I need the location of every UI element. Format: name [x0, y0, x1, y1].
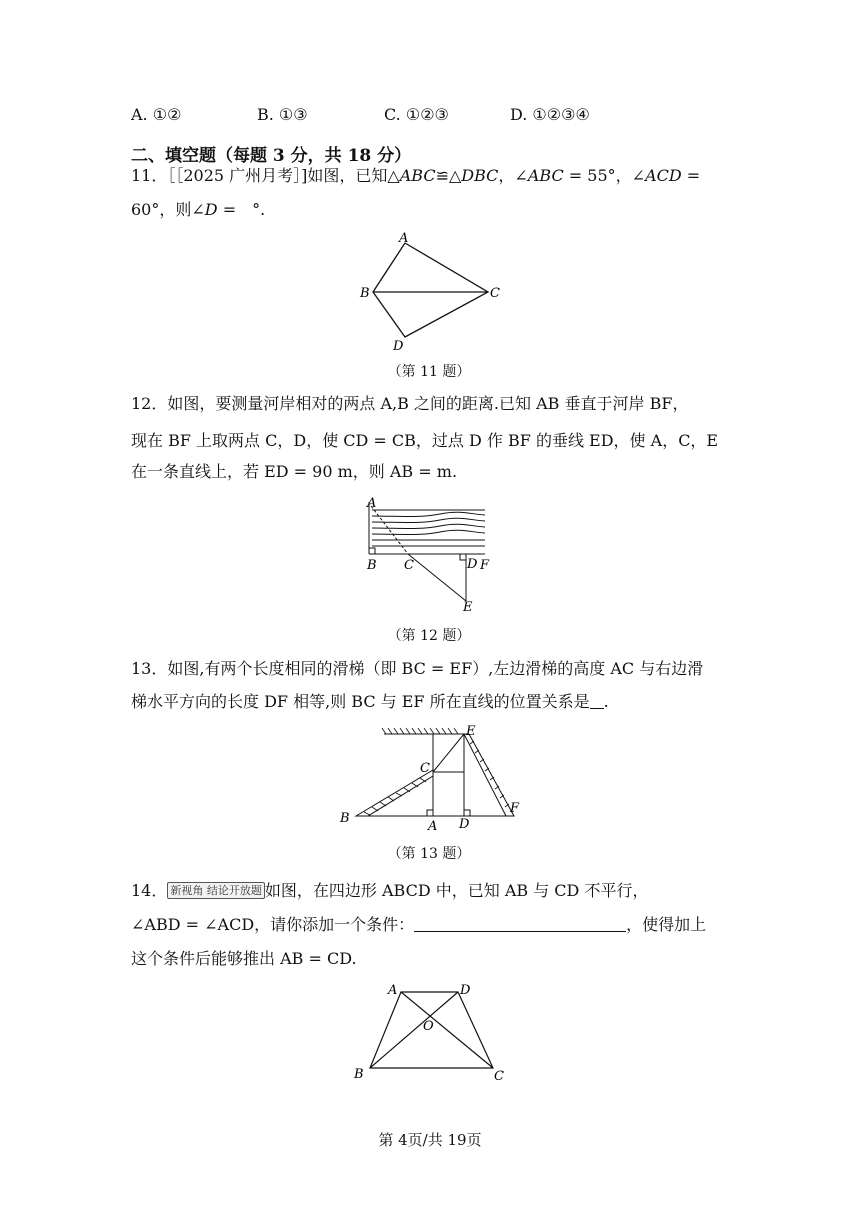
page-footer: 第 4页/共 19页	[378, 1131, 482, 1149]
q12-line3: 在一条直线上，若 ED = 90 m，则 AB = m.	[131, 462, 458, 481]
q14-line3: 这个条件后能够推出 AB = CD.	[131, 949, 357, 968]
q12-label-d: D	[467, 557, 478, 572]
q14-figure	[348, 980, 518, 1086]
q14-line2: ∠ABD = ∠ACD，请你添加一个条件： ，使得加上	[131, 915, 707, 934]
q12-label-a: A	[367, 496, 377, 511]
answer-blank	[414, 917, 626, 932]
q14-label-o: O	[423, 1019, 434, 1034]
q13-line1: 13．如图,有两个长度相同的滑梯（即 BC = EF）,左边滑梯的高度 AC 与右边滑	[131, 659, 704, 678]
choice-c: C. ①②③	[384, 105, 449, 124]
choice-b: B. ①③	[257, 105, 308, 124]
q11-line1: 11．［［2025 广州月考］]如图，已知△ABC≌△DBC，∠ABC = 55°，∠ACD =	[131, 166, 701, 185]
q12-label-f: F	[480, 558, 490, 573]
q11-label-d: D	[393, 339, 404, 354]
q13-label-a: A	[428, 819, 438, 834]
q12-label-b: B	[367, 558, 377, 573]
q13-line2: 梯水平方向的长度 DF 相等,则 BC 与 EF 所在直线的位置关系是 .	[131, 692, 609, 711]
choice-d: D. ①②③④	[510, 105, 590, 124]
q11-figure	[350, 226, 510, 354]
q14-label-d: D	[460, 983, 471, 998]
q12-caption: （第 12 题）	[387, 628, 471, 644]
q13-label-f: F	[510, 801, 520, 816]
q11-label-a: A	[399, 231, 409, 246]
q12-line2: 现在 BF 上取两点 C，D，使 CD = CB，过点 D 作 BF 的垂线 ED，使 A，C，E	[131, 431, 719, 450]
q14-tag: 新视角 结论开放题	[167, 882, 265, 899]
q11-label-c: C	[490, 286, 500, 301]
q14-label-b: B	[354, 1067, 364, 1082]
q13-label-d: D	[459, 817, 470, 832]
q12-figure	[360, 494, 500, 614]
q12-line1: 12．如图，要测量河岸相对的两点 A,B 之间的距离.已知 AB 垂直于河岸 BF，	[131, 394, 689, 413]
q14-line1: 14． 新视角 结论开放题 如图，在四边形 ABCD 中，已知 AB 与 CD 不平行，	[131, 881, 649, 900]
q14-label-c: C	[494, 1069, 504, 1084]
q11-label-b: B	[360, 286, 370, 301]
q11-line2: 60°，则∠D = °.	[131, 200, 266, 219]
q11-caption: （第 11 题）	[387, 364, 471, 380]
q13-label-e: E	[466, 724, 476, 739]
q13-figure	[334, 722, 534, 834]
q13-label-c: C	[420, 761, 430, 776]
choice-a: A. ①②	[131, 105, 182, 124]
q12-label-c: C	[404, 558, 414, 573]
q14-label-a: A	[388, 983, 398, 998]
q13-label-b: B	[340, 811, 350, 826]
q13-caption: （第 13 题）	[387, 846, 471, 862]
q12-label-e: E	[463, 600, 473, 614]
section-title: 二、填空题（每题 3 分，共 18 分）	[131, 146, 412, 166]
